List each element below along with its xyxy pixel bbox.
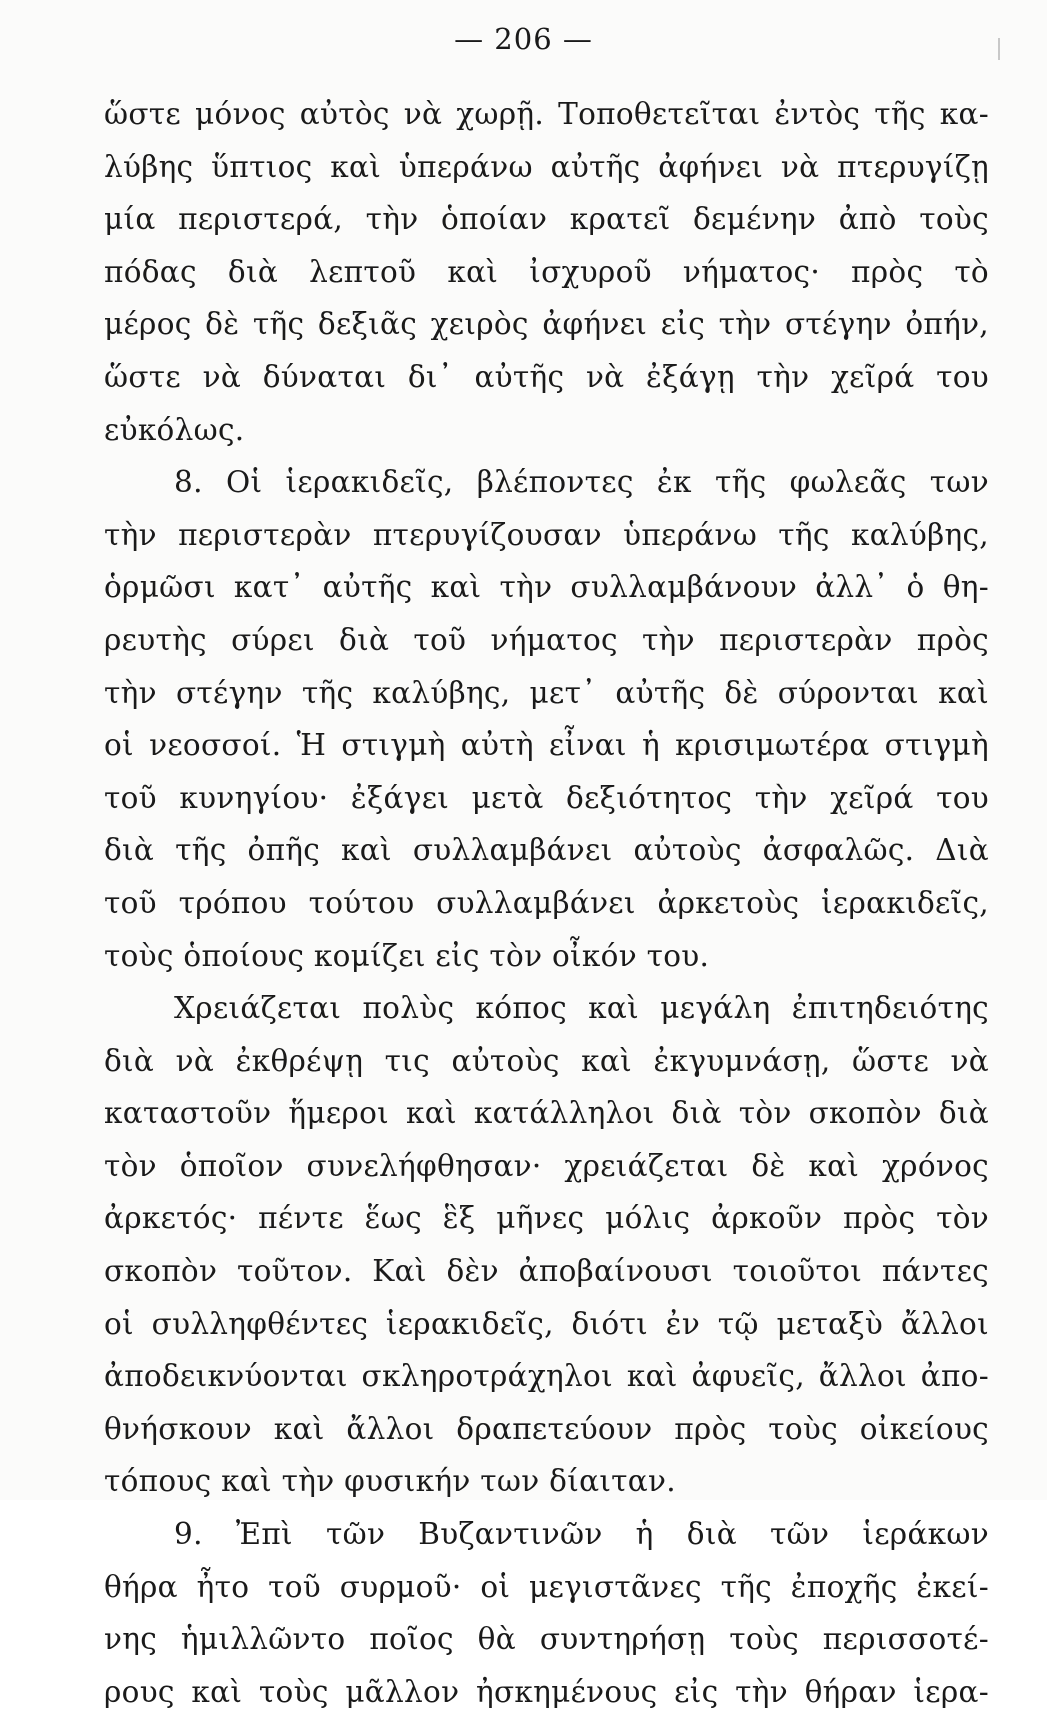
text-line: Χρειάζεται πολὺς κόπος καὶ μεγάλη ἐπιτηδειότης <box>174 991 989 1026</box>
text-line: οἱ νεοσσοί. Ἡ στιγμὴ αὐτὴ εἶναι ἡ κρισιμωτέρα στιγμὴ <box>104 728 989 763</box>
text-line: τοὺς ὁποίους κομίζει εἰς τὸν οἶκόν του. <box>104 938 710 973</box>
text-line: διὰ νὰ ἐκθρέψῃ τις αὐτοὺς καὶ ἐκγυμνάσῃ, ὥστε νὰ <box>104 1043 989 1078</box>
text-line: εὐκόλως. <box>104 412 245 447</box>
text-line: 9. Ἐπὶ τῶν Βυζαντινῶν ἡ διὰ τῶν ἱεράκων <box>174 1517 989 1552</box>
text-line: τόπους καὶ τὴν φυσικήν των δίαιταν. <box>104 1464 676 1499</box>
text-line: πόδας διὰ λεπτοῦ καὶ ἰσχυροῦ νήματος· πρὸς τὸ <box>104 254 989 289</box>
text-line: τὴν στέγην τῆς καλύβης, μετ᾽ αὐτῆς δὲ σύρονται καὶ <box>104 675 989 710</box>
text-line: θνήσκουν καὶ ἄλλοι δραπετεύουν πρὸς τοὺς οἰκείους <box>104 1411 989 1446</box>
text-line: ρους καὶ τοὺς μᾶλλον ἠσκημένους εἰς τὴν θήραν ἱερα- <box>104 1674 989 1709</box>
text-line: ρευτὴς σύρει διὰ τοῦ νήματος τὴν περιστερὰν πρὸς <box>104 622 989 657</box>
text-line: μία περιστερά, τὴν ὁποίαν κρατεῖ δεμένην ἀπὸ τοὺς <box>104 202 989 237</box>
text-line: ἀρκετός· πέντε ἕως ἓξ μῆνες μόλις ἀρκοῦν πρὸς τὸν <box>104 1201 989 1236</box>
text-line: καταστοῦν ἥμεροι καὶ κατάλληλοι διὰ τὸν σκοπὸν διὰ <box>104 1096 989 1131</box>
page-number: — 206 — <box>454 22 593 56</box>
text-line: 8. Οἱ ἱερακιδεῖς, βλέποντες ἐκ τῆς φωλεᾶς των <box>174 465 989 500</box>
text-line: μέρος δὲ τῆς δεξιᾶς χειρὸς ἀφήνει εἰς τὴν στέγην ὀπήν, <box>104 307 989 342</box>
text-line: ἀποδεικνύονται σκληροτράχηλοι καὶ ἀφυεῖς, ἄλλοι ἀπο- <box>104 1359 989 1394</box>
scan-edge-mark <box>998 38 1000 60</box>
text-line: οἱ συλληφθέντες ἱερακιδεῖς, διότι ἐν τῷ μεταξὺ ἄλλοι <box>104 1306 989 1341</box>
text-line: λύβης ὕπτιος καὶ ὑπεράνω αὐτῆς ἀφήνει νὰ πτερυγίζῃ <box>104 149 989 184</box>
text-line: νης ἡμιλλῶντο ποῖος θὰ συντηρήσῃ τοὺς περισσοτέ- <box>104 1622 989 1657</box>
text-line: τοῦ τρόπου τούτου συλλαμβάνει ἀρκετοὺς ἱερακιδεῖς, <box>104 885 989 920</box>
text-line: τὸν ὁποῖον συνελήφθησαν· χρειάζεται δὲ καὶ χρόνος <box>104 1148 989 1183</box>
text-line: τὴν περιστερὰν πτερυγίζουσαν ὑπεράνω τῆς καλύβης, <box>104 517 989 552</box>
text-line: ὥστε μόνος αὐτὸς νὰ χωρῇ. Τοποθετεῖται ἐντὸς τῆς κα- <box>104 97 989 131</box>
text-line: ὁρμῶσι κατ᾽ αὐτῆς καὶ τὴν συλλαμβάνουν ἀλλ᾽ ὁ θη- <box>104 570 989 605</box>
text-line: ὥστε νὰ δύναται δι᾽ αὐτῆς νὰ ἐξάγῃ τὴν χεῖρά του <box>104 359 989 394</box>
text-line: θήρα ἦτο τοῦ συρμοῦ· οἱ μεγιστᾶνες τῆς ἐποχῆς ἐκεί- <box>104 1569 989 1604</box>
text-line: σκοπὸν τοῦτον. Καὶ δὲν ἀποβαίνουσι τοιοῦτοι πάντες <box>104 1254 989 1289</box>
body-text <box>104 88 989 1718</box>
text-line: διὰ τῆς ὀπῆς καὶ συλλαμβάνει αὐτοὺς ἀσφαλῶς. Διὰ <box>104 833 989 868</box>
text-line: τοῦ κυνηγίου· ἐξάγει μετὰ δεξιότητος τὴν χεῖρά του <box>104 780 989 815</box>
